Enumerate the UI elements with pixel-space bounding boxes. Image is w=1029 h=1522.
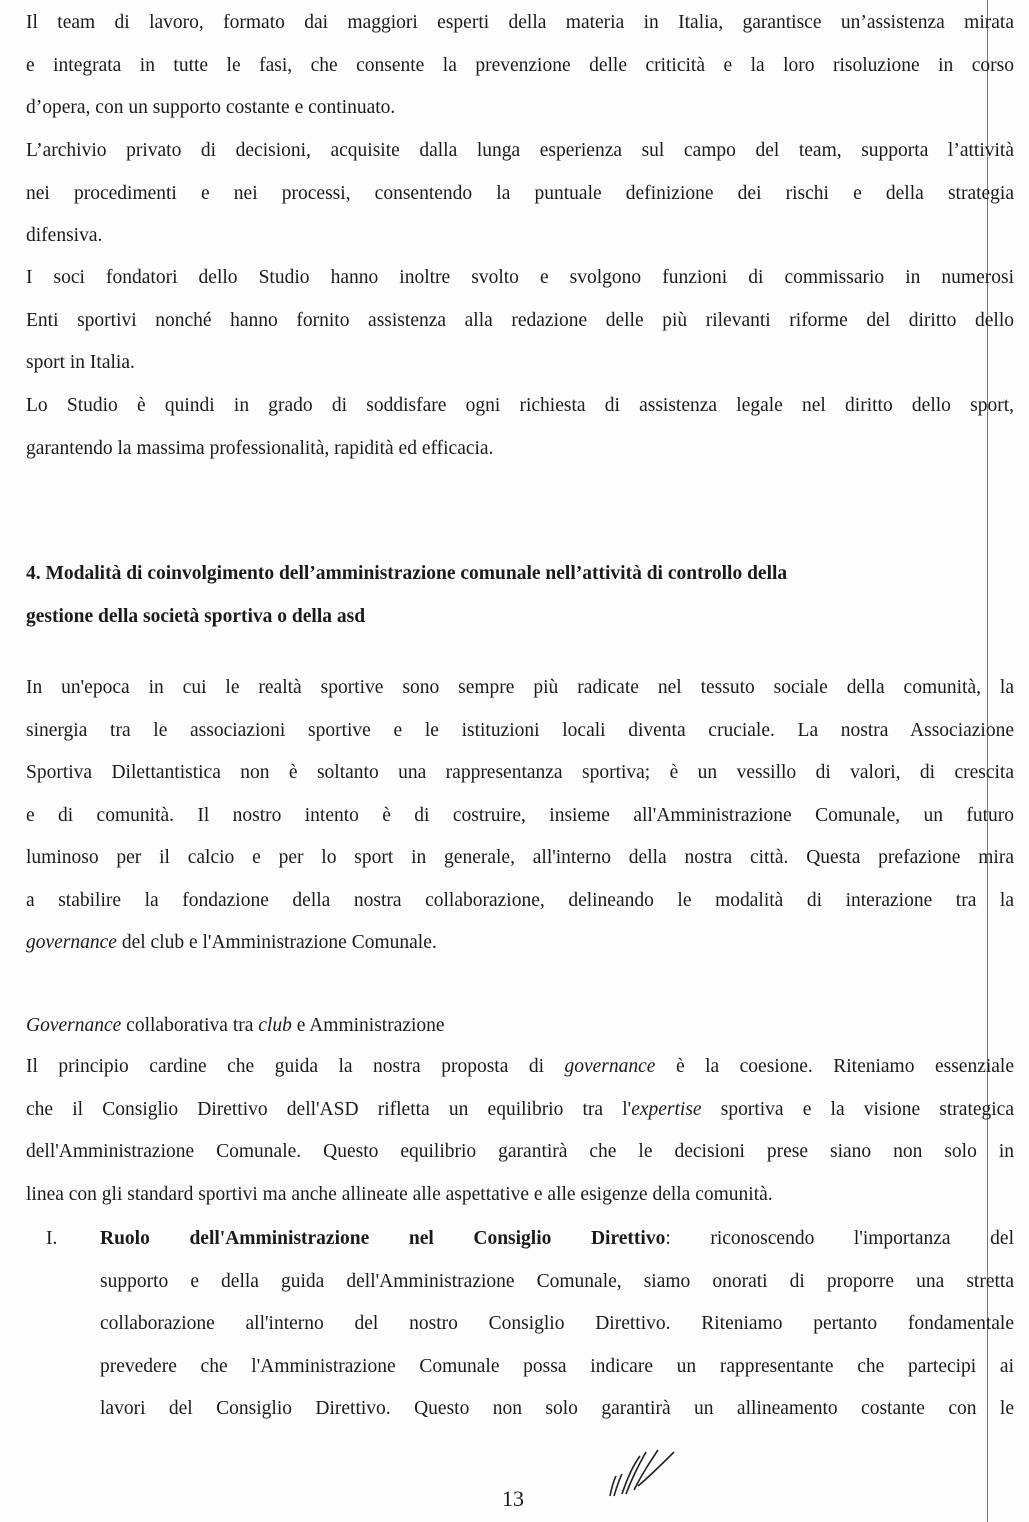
text-line: collaborazione all'interno del nostro Consiglio Direttivo. Riteniamo pertanto fondamentale (100, 1313, 1014, 1334)
text-line: In un'epoca in cui le realtà sportive sono sempre più radicate nel tessuto sociale della comunità, la (26, 677, 1014, 698)
text-line: Il team di lavoro, formato dai maggiori esperti della materia in Italia, garantisce un’assistenza mirata (26, 12, 1014, 33)
text-line: linea con gli standard sportivi ma anche allineate alle aspettative e alle esigenze della comunità. (26, 1183, 773, 1205)
text-fragment: del club e l'Amministrazione Comunale. (116, 932, 437, 953)
text-line (26, 1089, 1014, 1132)
italic-term: Governance (26, 1015, 122, 1036)
text-line: sinergia tra le associazioni sportive e le istituzioni locali diventa cruciale. La nostra Associazione (26, 719, 1014, 741)
list-item-title: Ruolo dell'Amministrazione nel Consiglio Direttivo (100, 1228, 666, 1249)
italic-term: expertise (631, 1098, 702, 1120)
italic-term: governance (26, 932, 117, 953)
text-line: a stabilire la fondazione della nostra collaborazione, delineando le modalità di interazione tra la (26, 889, 1014, 911)
text-fragment: collaborativa tra (121, 1015, 259, 1036)
text-line: lavori del Consiglio Direttivo. Questo non solo garantirà un allineamento costante con le (100, 1398, 1014, 1419)
text-fragment: Il principio cardine che guida la nostra proposta di (26, 1056, 565, 1077)
list-number: I. (46, 1228, 58, 1249)
list-item-body (100, 1218, 1014, 1431)
text-line: nei procedimenti e nei processi, consentendo la puntuale definizione dei rischi e della strategia (26, 182, 1014, 204)
text-line: Lo Studio è quindi in grado di soddisfare ogni richiesta di assistenza legale nel diritto dello sport, (26, 395, 1014, 416)
section-heading (26, 553, 1014, 638)
text-line: difensiva. (26, 225, 103, 246)
paragraph-founders (26, 257, 1014, 385)
text-line: I soci fondatori dello Studio hanno inoltre svolto e svolgono funzioni di commissario in numerosi (26, 267, 1014, 288)
text-line (26, 1046, 1014, 1089)
text-line: garantendo la massima professionalità, rapidità ed efficacia. (26, 437, 494, 459)
text-line: d’opera, con un supporto costante e continuato. (26, 97, 396, 118)
text-line: L’archivio privato di decisioni, acquisite dalla lunga esperienza sul campo del team, supporta l’attività (26, 140, 1014, 161)
text-line: dell'Amministrazione Comunale. Questo equilibrio garantirà che le decisioni prese siano non solo in (26, 1141, 1014, 1162)
italic-term: club (258, 1015, 292, 1036)
paragraph-section-intro (26, 667, 1014, 965)
text-line: luminoso per il calcio e per lo sport in generale, all'interno della nostra città. Questa prefazione mira (26, 847, 1014, 868)
text-line (26, 922, 1014, 965)
text-fragment: e Amministrazione (291, 1015, 445, 1036)
page-number: 13 (502, 1486, 524, 1511)
text-line (100, 1218, 1014, 1261)
text-line: Sportiva Dilettantistica non è soltanto una rappresentanza sportiva; è un vessillo di valori, di crescita (26, 762, 1014, 783)
text-line: prevedere che l'Amministrazione Comunale possa indicare un rappresentante che partecipi ai (100, 1355, 1014, 1377)
subheading-governance (26, 1011, 445, 1041)
text-fragment: che il Consiglio Direttivo dell'ASD rifletta un equilibrio tra l' (26, 1098, 632, 1120)
paragraph-archive (26, 130, 1014, 258)
text-fragment: : riconoscendo l'importanza del (665, 1228, 1014, 1249)
text-line: sport in Italia. (26, 352, 135, 373)
text-line: supporto e della guida dell'Amministrazione Comunale, siamo onorati di proporre una stretta (100, 1270, 1014, 1292)
text-line: e di comunità. Il nostro intento è di costruire, insieme all'Amministrazione Comunale, un futuro (26, 804, 1014, 826)
paragraph-governance (26, 1046, 1014, 1216)
paragraph-studio (26, 385, 1014, 470)
text-line: Enti sportivi nonché hanno fornito assistenza alla redazione delle più rilevanti riforme del diritto dello (26, 309, 1014, 331)
text-fragment: è la coesione. Riteniamo essenziale (655, 1056, 1014, 1077)
text-line: e integrata in tutte le fasi, che consente la prevenzione delle criticità e la loro risoluzione in corso (26, 54, 1014, 76)
signature-icon (604, 1446, 684, 1502)
italic-term: governance (564, 1056, 656, 1077)
heading-line: gestione della società sportiva o della asd (26, 605, 366, 627)
paragraph-team (26, 2, 1014, 130)
text-fragment: sportiva e la visione strategica (701, 1098, 1014, 1120)
heading-line: 4. Modalità di coinvolgimento dell’amministrazione comunale nell’attività di controllo della (26, 563, 788, 584)
